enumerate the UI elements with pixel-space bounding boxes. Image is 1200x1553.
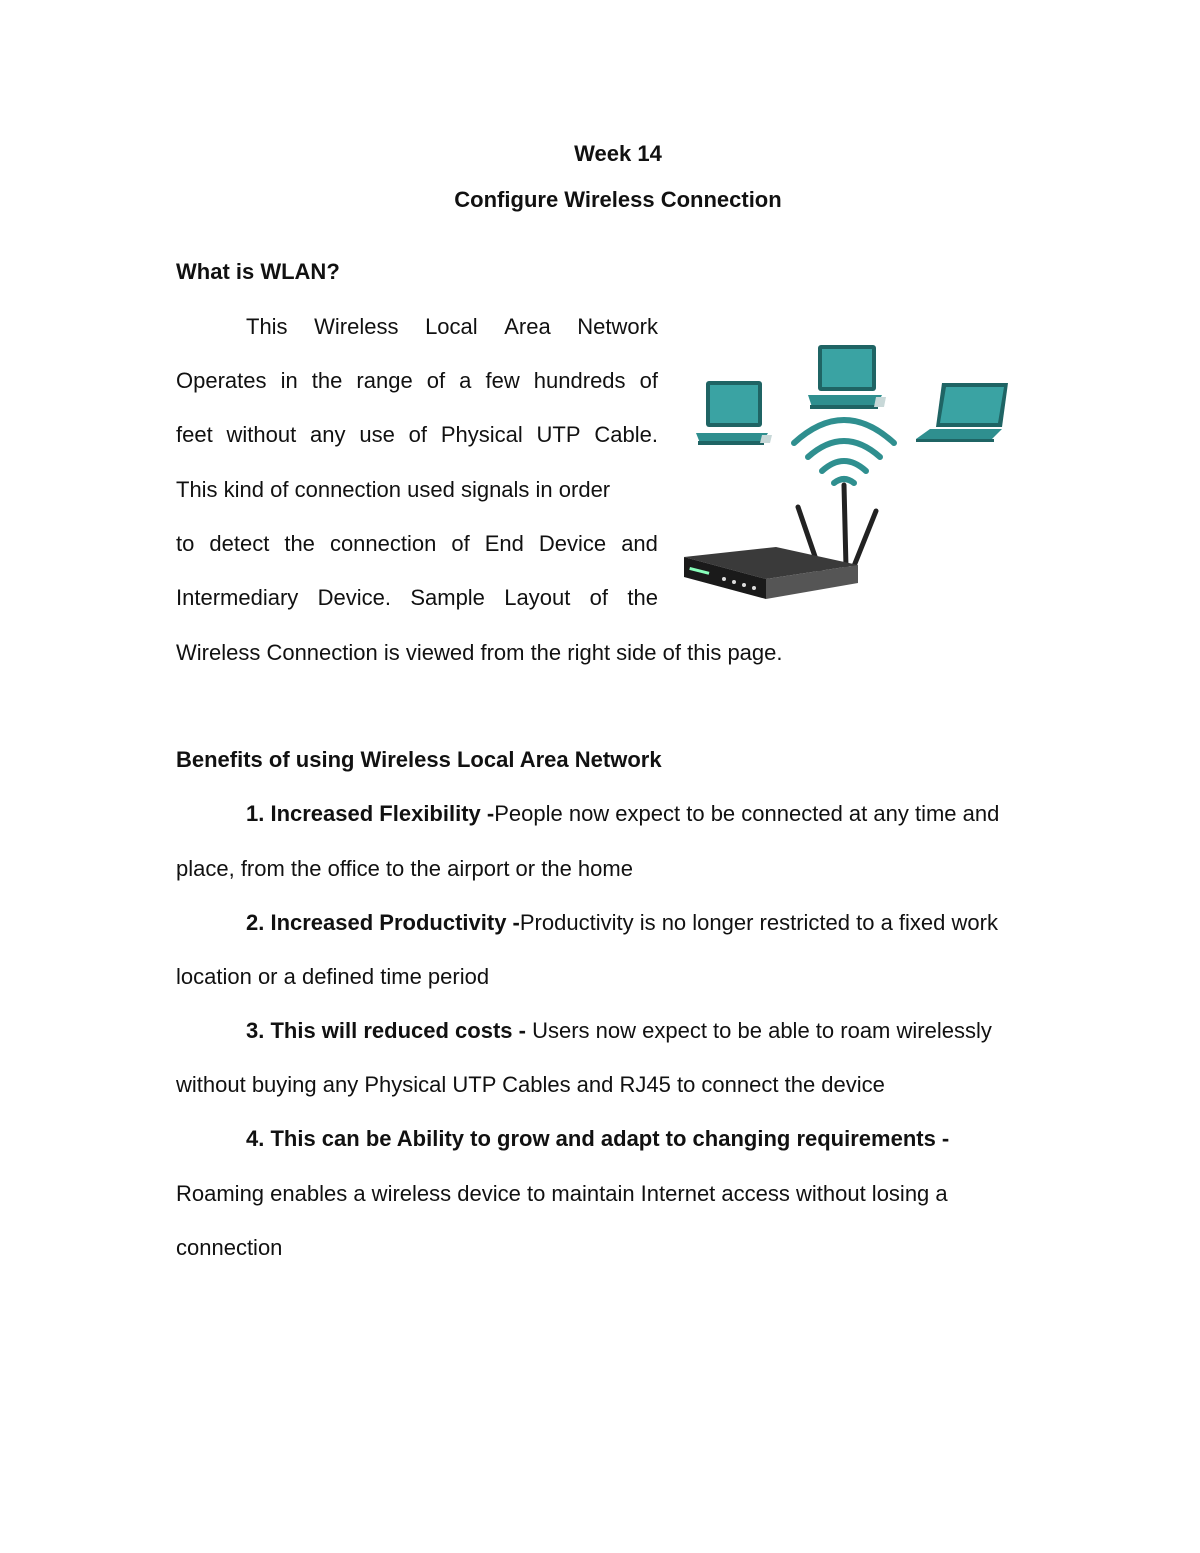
wlan-line-5: to detect the connection of End Device and xyxy=(176,531,658,556)
wlan-line-4: This kind of connection used signals in order xyxy=(176,477,611,502)
wlan-heading: What is WLAN? xyxy=(176,259,340,284)
wlan-line-7: Wireless Connection is viewed from the right side of this page. xyxy=(176,640,783,665)
wlan-line-3: feet without any use of Physical UTP Cable. xyxy=(176,422,658,447)
laptop-icon xyxy=(916,383,1008,442)
benefit-1-continued: place, from the office to the airport or the home xyxy=(176,856,633,881)
benefit-1-title: 1. Increased Flexibility - xyxy=(246,801,495,826)
benefit-1 xyxy=(246,800,999,828)
desktop-pc-icon xyxy=(696,381,772,445)
benefit-3 xyxy=(246,1017,992,1045)
benefit-3-title: 3. This will reduced costs - xyxy=(246,1018,526,1043)
page-title: Configure Wireless Connection xyxy=(454,187,782,212)
wireless-layout-diagram xyxy=(680,335,1020,607)
benefit-2-continued: location or a defined time period xyxy=(176,964,490,989)
wlan-line-2: Operates in the range of a few hundreds of xyxy=(176,368,658,393)
wlan-line-1: This Wireless Local Area Network xyxy=(246,314,658,339)
benefit-4-title: 4. This can be Ability to grow and adapt to changing requirements - xyxy=(246,1126,950,1151)
benefit-4-continued: Roaming enables a wireless device to maintain Internet access without losing a xyxy=(176,1181,948,1206)
benefit-2-text: Productivity is no longer restricted to a fixed work xyxy=(519,910,998,935)
benefit-3-continued: without buying any Physical UTP Cables and RJ45 to connect the device xyxy=(176,1072,885,1097)
benefits-heading: Benefits of using Wireless Local Area Network xyxy=(176,747,662,772)
wireless-router-icon xyxy=(684,485,876,599)
wifi-signal-icon xyxy=(794,420,894,483)
benefit-2 xyxy=(246,909,998,937)
desktop-pc-icon xyxy=(808,345,886,409)
benefit-3-text: Users now expect to be able to roam wirelessly xyxy=(525,1018,992,1043)
benefit-1-text: People now expect to be connected at any time and xyxy=(494,801,1000,826)
benefit-2-title: 2. Increased Productivity - xyxy=(246,910,520,935)
week-label: Week 14 xyxy=(574,141,662,166)
wlan-line-6: Intermediary Device. Sample Layout of the xyxy=(176,585,658,610)
benefit-4-last: connection xyxy=(176,1235,283,1260)
